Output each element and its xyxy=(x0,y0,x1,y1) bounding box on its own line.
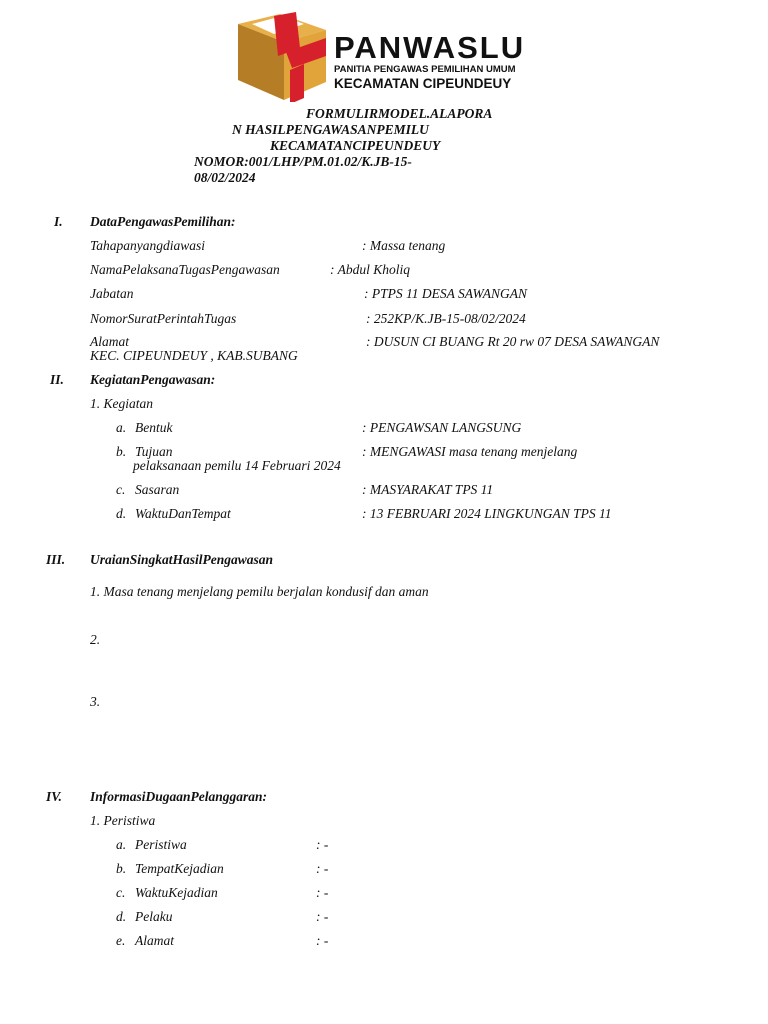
field-label-jabatan: Jabatan xyxy=(90,286,134,301)
field-value-jabatan: : PTPS 11 DESA SAWANGAN xyxy=(364,286,528,301)
item-letter: e. xyxy=(116,933,126,948)
item-value-bentuk: : PENGAWSAN LANGSUNG xyxy=(362,420,522,435)
field-label-tahapan: Tahapanyangdiawasi xyxy=(90,238,206,253)
uraian-item-2: 2. xyxy=(90,632,101,647)
form-number-line2: 08/02/2024 xyxy=(194,170,256,185)
item-letter: c. xyxy=(116,482,126,497)
field-value-alamat-cont: KEC. CIPEUNDEUY , KAB.SUBANG xyxy=(90,348,298,363)
section2-title: KegiatanPengawasan: xyxy=(90,372,216,387)
item-label-bentuk: Bentuk xyxy=(135,420,173,435)
item-value-tujuan-cont: pelaksanaan pemilu 14 Februari 2024 xyxy=(133,458,341,473)
item-letter: a. xyxy=(116,420,127,435)
item-label-waktu-kejadian: WaktuKejadian xyxy=(135,885,218,900)
section2-sub: 1. Kegiatan xyxy=(90,396,153,411)
item-value-pelaku: : - xyxy=(316,909,329,924)
field-label-nomor-surat: NomorSuratPerintahTugas xyxy=(90,311,237,326)
field-value-tahapan: : Massa tenang xyxy=(362,238,446,253)
brand-name: PANWASLU xyxy=(334,30,526,65)
section4-title: InformasiDugaanPelanggaran: xyxy=(90,789,268,804)
form-title-line3: KECAMATANCIPEUNDEUY xyxy=(270,138,441,153)
item-label-tempat-kejadian: TempatKejadian xyxy=(135,861,224,876)
form-title-line1: FORMULIRMODEL.ALAPORA xyxy=(306,106,493,121)
item-letter: a. xyxy=(116,837,127,852)
item-letter: c. xyxy=(116,885,126,900)
item-value-alamat: : - xyxy=(316,933,329,948)
field-value-nama: : Abdul Kholiq xyxy=(330,262,411,277)
item-label-sasaran: Sasaran xyxy=(135,482,180,497)
section1-title: DataPengawasPemilihan: xyxy=(90,214,236,229)
item-value-tempat-kejadian: : - xyxy=(316,861,329,876)
ballot-box-icon xyxy=(234,12,330,102)
item-value-tujuan: : MENGAWASI masa tenang menjelang xyxy=(362,444,578,459)
section2-number: II. xyxy=(50,372,64,387)
uraian-item-3: 3. xyxy=(90,694,101,709)
section3-number: III. xyxy=(46,552,66,567)
section4-sub: 1. Peristiwa xyxy=(90,813,156,828)
uraian-item-1: 1. Masa tenang menjelang pemilu berjalan kondusif dan aman xyxy=(90,584,429,599)
field-value-alamat: : DUSUN CI BUANG Rt 20 rw 07 DESA SAWANGAN xyxy=(366,334,660,349)
item-letter: d. xyxy=(116,506,127,521)
item-value-peristiwa: : - xyxy=(316,837,329,852)
item-label-peristiwa: Peristiwa xyxy=(135,837,187,852)
field-value-nomor-surat: : 252KP/K.JB-15-08/02/2024 xyxy=(366,311,526,326)
item-label-waktu-tempat: WaktuDanTempat xyxy=(135,506,231,521)
form-title-line2: N HASILPENGAWASANPEMILU xyxy=(232,122,429,137)
item-letter: d. xyxy=(116,909,127,924)
item-label-alamat: Alamat xyxy=(135,933,174,948)
item-label-pelaku: Pelaku xyxy=(135,909,173,924)
section1-number: I. xyxy=(54,214,63,229)
brand-district: KECAMATAN CIPEUNDEUY xyxy=(334,76,512,91)
item-letter: b. xyxy=(116,861,127,876)
item-value-waktu-kejadian: : - xyxy=(316,885,329,900)
field-label-nama: NamaPelaksanaTugasPengawasan xyxy=(90,262,280,277)
item-value-waktu-tempat: : 13 FEBRUARI 2024 LINGKUNGAN TPS 11 xyxy=(362,506,612,521)
section4-number: IV. xyxy=(46,789,62,804)
item-letter: b. xyxy=(116,444,127,459)
brand-subtitle: PANITIA PENGAWAS PEMILIHAN UMUM xyxy=(334,64,516,75)
field-label-alamat: Alamat xyxy=(90,334,129,349)
panwaslu-logo xyxy=(234,12,534,102)
form-number-line1: NOMOR:001/LHP/PM.01.02/K.JB-15- xyxy=(194,154,412,169)
item-label-tujuan: Tujuan xyxy=(135,444,173,459)
item-value-sasaran: : MASYARAKAT TPS 11 xyxy=(362,482,494,497)
section3-title: UraianSingkatHasilPengawasan xyxy=(90,552,274,567)
